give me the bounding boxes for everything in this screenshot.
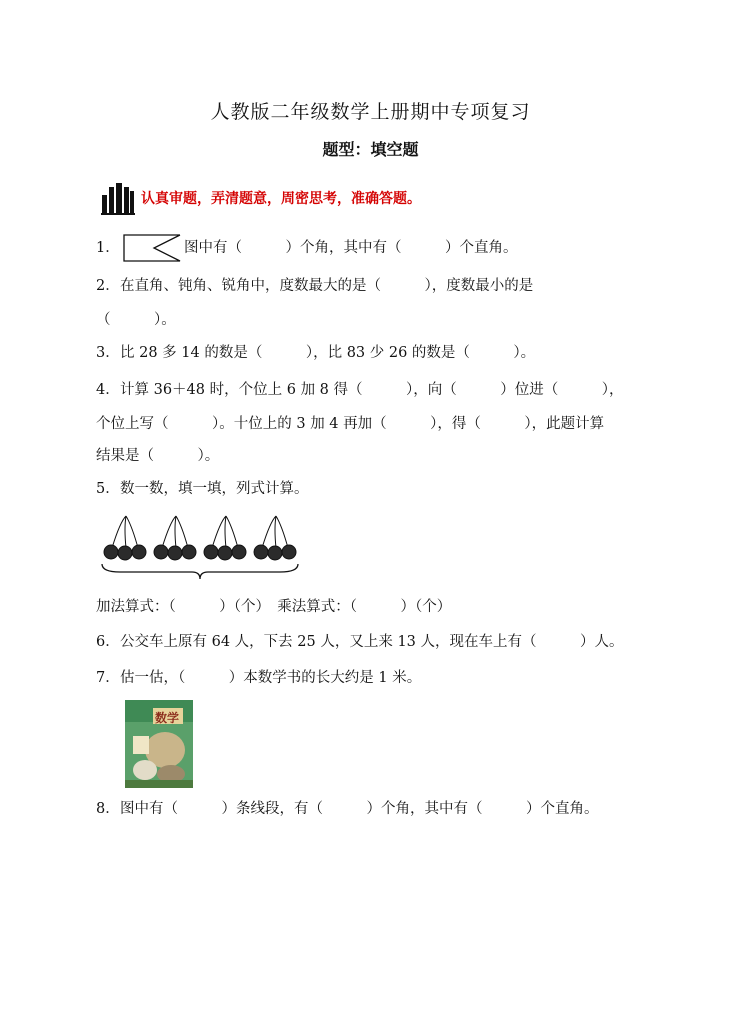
question-1 [96,238,120,258]
question-number: 8． [96,801,120,817]
question-2 [96,276,533,296]
question-number: 7． [96,670,120,686]
question-8 [96,799,599,819]
question-7 [96,668,421,688]
question-text: 数一数，填一填，列式计算。 [120,481,309,497]
question-text: 图中有（ ）条线段，有（ ）个角，其中有（ ）个直角。 [120,801,599,817]
question-number: 4． [96,382,120,398]
question-number: 5． [96,481,120,497]
question-number: 1． [96,240,120,256]
question-text: 公交车上原有 64 人，下去 25 人，又上来 13 人，现在车上有（ ）人。 [120,634,624,650]
cherry-bunch [154,516,196,560]
math-book-image [125,700,193,788]
cherry-bunch [104,516,146,560]
question-text: 在直角、钝角、锐角中，度数最大的是（ ），度数最小的是 [120,278,534,294]
banner-text: 认真审题，弄清题意，周密思考，准确答题。 [141,191,421,207]
question-3 [96,343,535,363]
question-continuation: 个位上写（ ）。十位上的 3 加 4 再加（ ），得（ ），此题计算 [96,416,605,432]
question-text: 图中有（ ）个角，其中有（ ）个直角。 [184,240,518,256]
question-number: 3． [96,345,120,361]
page-subtitle: 题型：填空题 [322,140,419,159]
question-number: 2． [96,278,120,294]
book-title: 数学 [155,711,180,725]
question-continuation: 结果是（ ）。 [96,448,220,464]
cherry-bunch [204,516,246,560]
question-text: 估一估，（ ）本数学书的长大约是 1 米。 [120,670,422,686]
answer-line: 加法算式：（ ）（个） 乘法算式：（ ）（个） [96,599,452,615]
question-continuation: （ ）。 [96,312,176,328]
page-title: 人教版二年级数学上册期中专项复习 [210,101,531,123]
brace [102,564,298,579]
question-5 [96,479,309,499]
question-text: 计算 36＋48 时，个位上 6 加 8 得（ ），向（ ）位进（ ）， [120,382,624,398]
question-text: 比 28 多 14 的数是（ ），比 83 少 26 的数是（ ）。 [120,345,536,361]
question-number: 6． [96,634,120,650]
cherry-bunch [254,516,296,560]
question-4 [96,380,624,400]
cherries-figure [100,512,300,582]
question-6 [96,632,624,652]
books-icon [101,181,135,215]
angle-figure [122,233,182,263]
